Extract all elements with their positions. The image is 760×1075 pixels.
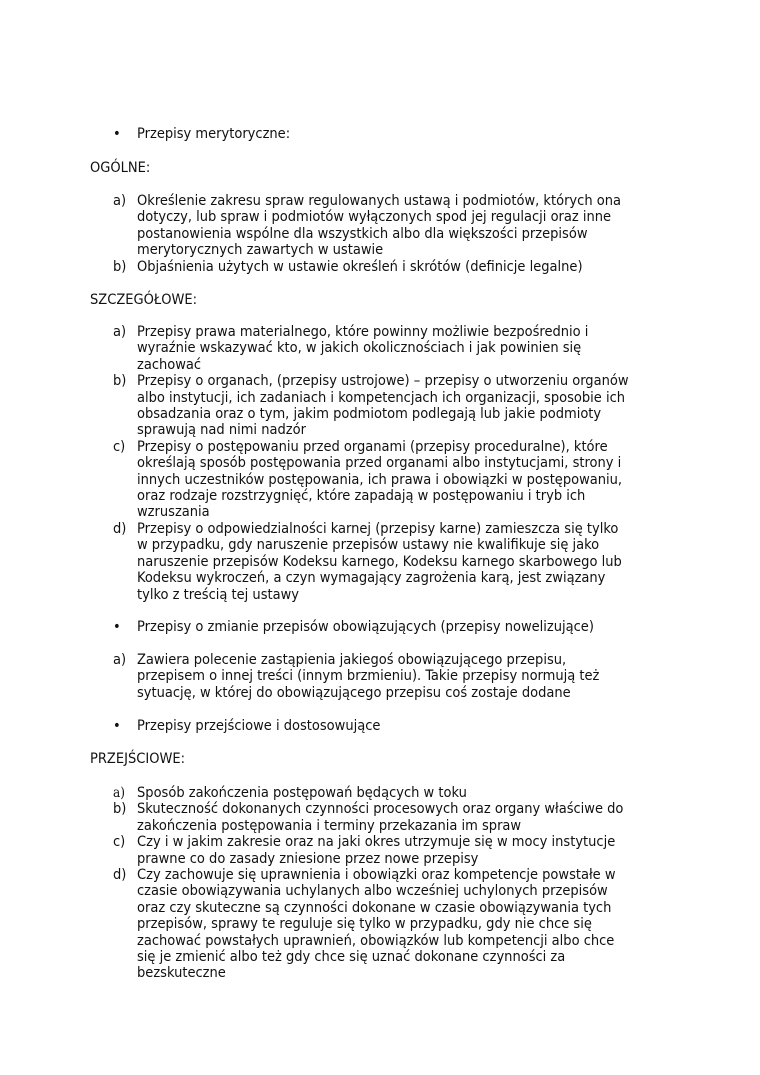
list-item	[113, 193, 673, 259]
list-item-line: bezskuteczne	[137, 965, 226, 982]
list-item-marker: a)	[113, 324, 127, 340]
list-item	[113, 324, 673, 373]
list-item-marker: b)	[113, 801, 127, 818]
list-item-marker: b)	[113, 373, 127, 390]
list-item-line: merytorycznych zawartych w ustawie	[137, 242, 384, 259]
list-item-text	[137, 439, 673, 521]
list-item-line: Objaśnienia użytych w ustawie określeń i skrótów (definicje legalne)	[137, 258, 583, 275]
list-item-line: określają sposób postępowania przed organami albo instytucjami, strony i	[137, 455, 622, 472]
list-item	[113, 521, 673, 603]
list-item-marker: c)	[113, 438, 126, 455]
list-item-line: tylko z treścią tej ustawy	[137, 586, 299, 603]
list-item-marker: a)	[113, 652, 127, 668]
bullet-text: Przepisy merytoryczne:	[137, 126, 291, 142]
list-item-line: obsadzania oraz o tym, jakim podmiotom podlegają lub jakie podmioty	[137, 406, 602, 423]
list-item-line: Kodeksu wykroczeń, a czyn wymagający zagrożenia karą, jest związany	[137, 570, 606, 587]
list-item-line: Sposób zakończenia postępowań będących w toku	[137, 785, 467, 801]
bullet-dot-icon: •	[113, 619, 121, 635]
heading-ogolne: OGÓLNE:	[90, 160, 151, 176]
list-item-line: sprawują nad nimi nadzór	[137, 422, 306, 439]
bullet-dot-icon: •	[113, 718, 121, 734]
list-item-text	[137, 867, 673, 982]
list-item	[113, 652, 673, 701]
list-item-line: naruszenie przepisów Kodeksu karnego, Kodeksu karnego skarbowego lub	[137, 553, 622, 570]
list-szczegolowe	[113, 324, 673, 603]
list-item-line: postanowienia wspólne dla wszystkich albo dla większości przepisów	[137, 225, 588, 242]
list-item-line: zakończenia postępowania i terminy przekazania im spraw	[137, 817, 522, 834]
list-item-text	[137, 373, 673, 439]
list-item-line: sytuację, w której do obowiązującego przepisu coś zostaje dodane	[137, 684, 571, 701]
heading-przejsciowe: PRZEJŚCIOWE:	[90, 751, 185, 767]
list-item-line: Skuteczność dokonanych czynności procesowych oraz organy właściwe do	[137, 801, 624, 818]
list-item-line: wyraźnie wskazywać kto, w jakich okolicznościach i jak powinien się	[137, 340, 582, 357]
list-item-marker: a)	[113, 785, 125, 801]
list-item-line: oraz rodzaje rozstrzygnięć, które zapadają w postępowaniu i tryb ich	[137, 488, 586, 505]
list-item-line: Określenie zakresu spraw regulowanych ustawą i podmiotów, których ona	[137, 193, 621, 209]
list-item-line: przepisem o innej treści (innym brzmieniu). Takie przepisy normują też	[137, 668, 600, 685]
list-item-line: w przypadku, gdy naruszenie przepisów ustawy nie kwalifikuje się jako	[137, 537, 600, 554]
list-item	[113, 801, 673, 834]
list-item-line: prawne co do zasady zniesione przez nowe przepisy	[137, 850, 479, 867]
list-item	[113, 785, 673, 801]
list-item-line: przepisów, sprawy te reguluje się tylko w przypadku, gdy nie chce się	[137, 916, 592, 933]
list-ogolne	[113, 193, 673, 275]
list-item-line: wzruszania	[137, 504, 210, 521]
list-przejsciowe	[113, 785, 673, 982]
list-item-text	[137, 324, 673, 373]
list-item-marker: c)	[113, 834, 126, 851]
list-item-line: Przepisy o organach, (przepisy ustrojowe) – przepisy o utworzeniu organów	[137, 373, 629, 390]
list-item-line: oraz czy skuteczne są czynności dokonane w czasie obowiązywania tych	[137, 899, 612, 916]
bullet-text: Przepisy przejściowe i dostosowujące	[137, 718, 381, 734]
list-item-marker: b)	[113, 258, 127, 275]
list-item-line: czasie obowiązywania uchylanych albo wcześniej uchylonych przepisów	[137, 883, 608, 900]
list-item-line: Czy i w jakim zakresie oraz na jaki okres utrzymuje się w mocy instytucje	[137, 834, 616, 851]
list-item-line: Przepisy o postępowaniu przed organami (przepisy proceduralne), które	[137, 438, 608, 455]
heading-szczegolowe: SZCZEGÓŁOWE:	[90, 292, 198, 308]
bullet-text: Przepisy o zmianie przepisów obowiązujących (przepisy nowelizujące)	[137, 619, 594, 635]
list-item-line: się je zmienić albo też gdy chce się uznać dokonane czynności za	[137, 949, 566, 966]
list-item	[113, 834, 673, 867]
list-item-line: zachować	[137, 356, 202, 373]
list-item-text	[137, 834, 673, 867]
bullet-dot-icon: •	[113, 126, 121, 142]
list-item-text	[137, 193, 673, 259]
list-item	[113, 373, 673, 439]
list-item-line: Zawiera polecenie zastąpienia jakiegoś obowiązującego przepisu,	[137, 652, 567, 668]
list-item-line: Przepisy prawa materialnego, które powinny możliwie bezpośrednio i	[137, 324, 589, 340]
list-item-line: Przepisy o odpowiedzialności karnej (przepisy karne) zamieszcza się tylko	[137, 520, 619, 537]
list-item	[113, 867, 673, 982]
list-item-text	[137, 521, 673, 603]
list-item-marker: d)	[113, 867, 127, 884]
list-item-marker: d)	[113, 520, 127, 537]
list-item	[113, 439, 673, 521]
list-item-text	[137, 801, 673, 834]
list-item-line: dotyczy, lub spraw i podmiotów wyłączonych spod jej regulacji oraz inne	[137, 209, 612, 226]
list-item-text	[137, 652, 673, 701]
list-item-line: innych uczestników postępowania, ich prawa i obowiązki w postępowaniu,	[137, 471, 623, 488]
list-item-text	[137, 785, 673, 801]
list-item-line: albo instytucji, ich zadaniach i kompetencjach ich organizacji, sposobie ich	[137, 389, 626, 406]
list-item-line: zachować powstałych uprawnień, obowiązków lub kompetencji albo chce	[137, 932, 615, 949]
list-item-marker: a)	[113, 193, 127, 209]
list-nowelizujace	[113, 652, 673, 701]
list-item-text	[137, 259, 673, 275]
list-item	[113, 259, 673, 275]
list-item-line: Czy zachowuje się uprawnienia i obowiązki oraz kompetencje powstałe w	[137, 867, 616, 884]
